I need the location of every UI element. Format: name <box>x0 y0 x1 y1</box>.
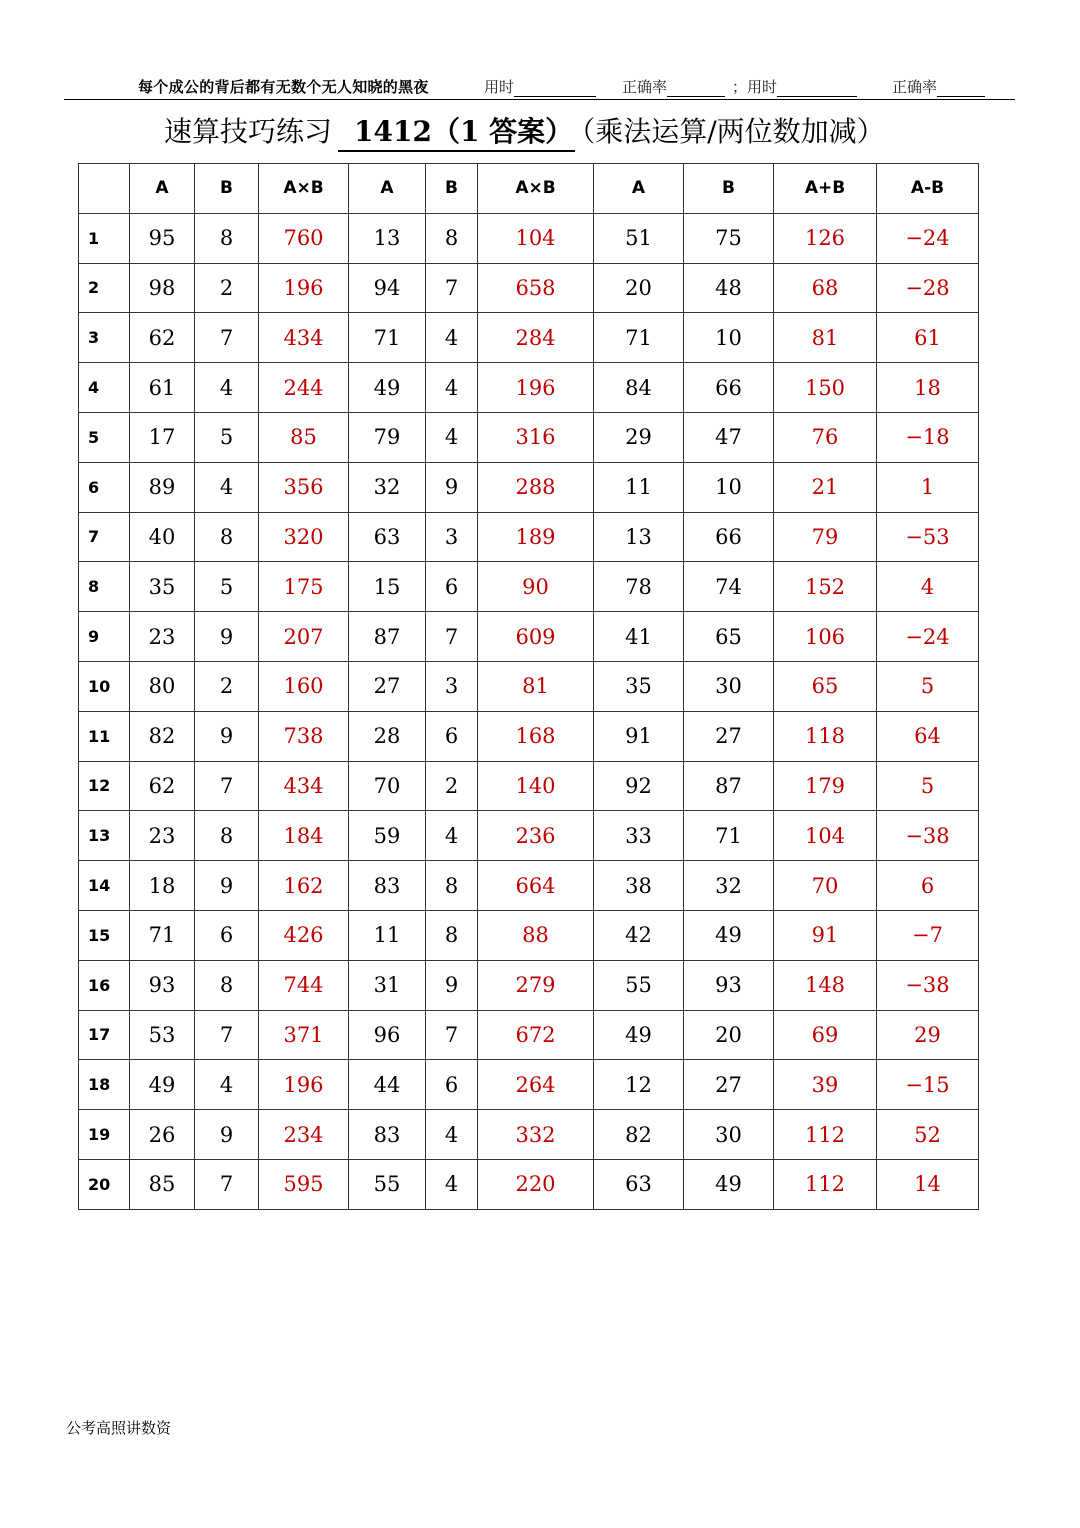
table-row <box>79 861 979 911</box>
row-number: 8 <box>79 562 130 612</box>
table-row <box>79 1060 979 1110</box>
row-number: 13 <box>79 811 130 861</box>
operand-cell: 5 <box>195 412 259 462</box>
operand-cell: 84 <box>594 363 684 413</box>
operand-cell: 5 <box>195 562 259 612</box>
accuracy-blank-2 <box>937 80 985 97</box>
accuracy-label-1: 正确率 <box>622 78 668 96</box>
answer-cell: 21 <box>774 462 877 512</box>
answer-cell: 179 <box>774 761 877 811</box>
table-row <box>79 1010 979 1060</box>
operand-cell: 6 <box>426 1060 478 1110</box>
operand-cell: 35 <box>594 661 684 711</box>
operand-cell: 82 <box>594 1110 684 1160</box>
operand-cell: 6 <box>426 711 478 761</box>
table-row <box>79 213 979 263</box>
operand-cell: 8 <box>426 910 478 960</box>
answer-cell: 220 <box>478 1159 594 1209</box>
operand-cell: 71 <box>349 313 426 363</box>
column-header: A <box>594 164 684 214</box>
footer-text: 公考高照讲数资 <box>66 1419 172 1437</box>
answer-cell: 196 <box>478 363 594 413</box>
operand-cell: 71 <box>130 910 195 960</box>
operand-cell: 87 <box>349 612 426 662</box>
answer-cell: 658 <box>478 263 594 313</box>
accuracy-label-2: 正确率 <box>892 78 938 96</box>
answer-cell: 69 <box>774 1010 877 1060</box>
operand-cell: 10 <box>684 462 774 512</box>
operand-cell: 9 <box>195 612 259 662</box>
operand-cell: 75 <box>684 213 774 263</box>
time-label-1: 用时 <box>484 78 515 96</box>
operand-cell: 63 <box>349 512 426 562</box>
answer-cell: 316 <box>478 412 594 462</box>
answer-cell: 196 <box>259 1060 349 1110</box>
title-suffix: （乘法运算/两位数加减） <box>581 115 885 148</box>
operand-cell: 35 <box>130 562 195 612</box>
answer-cell: 664 <box>478 861 594 911</box>
answer-cell: 18 <box>877 363 979 413</box>
answer-cell: −53 <box>877 512 979 562</box>
operand-cell: 4 <box>426 363 478 413</box>
answer-cell: 79 <box>774 512 877 562</box>
row-number: 16 <box>79 960 130 1010</box>
time-label-2: 用时 <box>747 78 778 96</box>
table-row <box>79 711 979 761</box>
answer-cell: 118 <box>774 711 877 761</box>
answer-cell: 356 <box>259 462 349 512</box>
operand-cell: 8 <box>195 512 259 562</box>
operand-cell: 4 <box>426 313 478 363</box>
operand-cell: 6 <box>426 562 478 612</box>
operand-cell: 4 <box>426 1110 478 1160</box>
operand-cell: 95 <box>130 213 195 263</box>
answer-cell: 68 <box>774 263 877 313</box>
operand-cell: 78 <box>594 562 684 612</box>
table-row <box>79 512 979 562</box>
operand-cell: 8 <box>195 213 259 263</box>
answer-cell: 88 <box>478 910 594 960</box>
answer-cell: 175 <box>259 562 349 612</box>
operand-cell: 62 <box>130 313 195 363</box>
row-number: 6 <box>79 462 130 512</box>
time-blank-1 <box>514 80 596 97</box>
table-row <box>79 462 979 512</box>
answer-cell: −24 <box>877 213 979 263</box>
answer-cell: 90 <box>478 562 594 612</box>
answer-cell: 126 <box>774 213 877 263</box>
answer-cell: 189 <box>478 512 594 562</box>
table-row <box>79 910 979 960</box>
answer-cell: −38 <box>877 960 979 1010</box>
answer-cell: 234 <box>259 1110 349 1160</box>
operand-cell: 7 <box>426 1010 478 1060</box>
operand-cell: 7 <box>195 761 259 811</box>
operand-cell: 7 <box>426 612 478 662</box>
operand-cell: 7 <box>195 1010 259 1060</box>
answer-cell: −28 <box>877 263 979 313</box>
answer-cell: 160 <box>259 661 349 711</box>
row-number: 5 <box>79 412 130 462</box>
column-header: A+B <box>774 164 877 214</box>
operand-cell: 31 <box>349 960 426 1010</box>
operand-cell: 4 <box>426 412 478 462</box>
row-number: 20 <box>79 1159 130 1209</box>
answer-cell: 595 <box>259 1159 349 1209</box>
answer-cell: 64 <box>877 711 979 761</box>
answer-cell: −7 <box>877 910 979 960</box>
answer-cell: 61 <box>877 313 979 363</box>
answer-cell: 244 <box>259 363 349 413</box>
answer-cell: 288 <box>478 462 594 512</box>
answer-cell: 150 <box>774 363 877 413</box>
operand-cell: 4 <box>195 1060 259 1110</box>
operand-cell: 49 <box>594 1010 684 1060</box>
operand-cell: 87 <box>684 761 774 811</box>
operand-cell: 33 <box>594 811 684 861</box>
answer-cell: 434 <box>259 313 349 363</box>
answer-cell: 371 <box>259 1010 349 1060</box>
operand-cell: 9 <box>195 861 259 911</box>
operand-cell: 11 <box>594 462 684 512</box>
answer-cell: 70 <box>774 861 877 911</box>
answer-cell: 91 <box>774 910 877 960</box>
row-number: 10 <box>79 661 130 711</box>
answer-cell: 284 <box>478 313 594 363</box>
operand-cell: 62 <box>130 761 195 811</box>
time-blank-2 <box>777 80 857 97</box>
operand-cell: 26 <box>130 1110 195 1160</box>
operand-cell: 93 <box>130 960 195 1010</box>
table-row <box>79 313 979 363</box>
accuracy-field-1 <box>622 76 725 97</box>
answer-cell: 264 <box>478 1060 594 1110</box>
operand-cell: 48 <box>684 263 774 313</box>
answer-cell: 672 <box>478 1010 594 1060</box>
table-row <box>79 960 979 1010</box>
operand-cell: 2 <box>195 661 259 711</box>
row-number: 19 <box>79 1110 130 1160</box>
answer-cell: 81 <box>478 661 594 711</box>
answer-cell: 162 <box>259 861 349 911</box>
row-number: 7 <box>79 512 130 562</box>
operand-cell: 10 <box>684 313 774 363</box>
column-header <box>79 164 130 214</box>
row-number: 12 <box>79 761 130 811</box>
column-header: A×B <box>478 164 594 214</box>
operand-cell: 20 <box>684 1010 774 1060</box>
operand-cell: 85 <box>130 1159 195 1209</box>
operand-cell: 53 <box>130 1010 195 1060</box>
operand-cell: 7 <box>195 1159 259 1209</box>
answer-cell: 5 <box>877 661 979 711</box>
answer-cell: 52 <box>877 1110 979 1160</box>
table-row <box>79 811 979 861</box>
operand-cell: 93 <box>684 960 774 1010</box>
operand-cell: 4 <box>426 1159 478 1209</box>
answer-cell: 609 <box>478 612 594 662</box>
table-row <box>79 612 979 662</box>
answer-cell: 332 <box>478 1110 594 1160</box>
answer-cell: 4 <box>877 562 979 612</box>
answer-cell: 106 <box>774 612 877 662</box>
operand-cell: 80 <box>130 661 195 711</box>
answer-cell: 65 <box>774 661 877 711</box>
table-row <box>79 1159 979 1209</box>
title-code: 1412（1 答案） <box>338 115 575 152</box>
operand-cell: 40 <box>130 512 195 562</box>
operand-cell: 9 <box>426 462 478 512</box>
operand-cell: 13 <box>594 512 684 562</box>
operand-cell: 55 <box>594 960 684 1010</box>
column-header: A×B <box>259 164 349 214</box>
operand-cell: 27 <box>684 711 774 761</box>
operand-cell: 92 <box>594 761 684 811</box>
operand-cell: 27 <box>349 661 426 711</box>
answer-cell: 14 <box>877 1159 979 1209</box>
operand-cell: 89 <box>130 462 195 512</box>
operand-cell: 32 <box>684 861 774 911</box>
operand-cell: 18 <box>130 861 195 911</box>
operand-cell: 23 <box>130 612 195 662</box>
operand-cell: 15 <box>349 562 426 612</box>
answer-cell: 104 <box>478 213 594 263</box>
table-row <box>79 661 979 711</box>
column-header: B <box>195 164 259 214</box>
operand-cell: 66 <box>684 363 774 413</box>
table-row <box>79 363 979 413</box>
answer-cell: 744 <box>259 960 349 1010</box>
operand-cell: 71 <box>594 313 684 363</box>
answer-cell: 320 <box>259 512 349 562</box>
answer-cell: 140 <box>478 761 594 811</box>
row-number: 9 <box>79 612 130 662</box>
answer-cell: 29 <box>877 1010 979 1060</box>
operand-cell: 49 <box>130 1060 195 1110</box>
practice-table <box>78 163 979 1210</box>
answer-cell: 39 <box>774 1060 877 1110</box>
operand-cell: 74 <box>684 562 774 612</box>
time-field-2 <box>732 76 857 97</box>
operand-cell: 47 <box>684 412 774 462</box>
operand-cell: 27 <box>684 1060 774 1110</box>
operand-cell: 98 <box>130 263 195 313</box>
operand-cell: 3 <box>426 512 478 562</box>
row-number: 2 <box>79 263 130 313</box>
column-header: B <box>426 164 478 214</box>
operand-cell: 71 <box>684 811 774 861</box>
answer-cell: 426 <box>259 910 349 960</box>
operand-cell: 7 <box>426 263 478 313</box>
answer-cell: 6 <box>877 861 979 911</box>
operand-cell: 7 <box>195 313 259 363</box>
operand-cell: 70 <box>349 761 426 811</box>
answer-cell: 279 <box>478 960 594 1010</box>
column-header: A-B <box>877 164 979 214</box>
operand-cell: 94 <box>349 263 426 313</box>
separator: ； <box>732 78 748 96</box>
answer-cell: 1 <box>877 462 979 512</box>
operand-cell: 4 <box>195 363 259 413</box>
operand-cell: 6 <box>195 910 259 960</box>
operand-cell: 12 <box>594 1060 684 1110</box>
operand-cell: 44 <box>349 1060 426 1110</box>
answer-cell: 738 <box>259 711 349 761</box>
operand-cell: 9 <box>195 1110 259 1160</box>
operand-cell: 9 <box>195 711 259 761</box>
page-title <box>164 110 885 150</box>
answer-cell: 112 <box>774 1110 877 1160</box>
operand-cell: 8 <box>426 213 478 263</box>
operand-cell: 4 <box>195 462 259 512</box>
operand-cell: 65 <box>684 612 774 662</box>
answer-cell: −18 <box>877 412 979 462</box>
row-number: 4 <box>79 363 130 413</box>
answer-cell: 112 <box>774 1159 877 1209</box>
answer-cell: 236 <box>478 811 594 861</box>
operand-cell: 91 <box>594 711 684 761</box>
accuracy-blank-1 <box>667 80 725 97</box>
answer-cell: 5 <box>877 761 979 811</box>
operand-cell: 20 <box>594 263 684 313</box>
column-header: A <box>130 164 195 214</box>
operand-cell: 49 <box>684 910 774 960</box>
time-field-1 <box>484 76 596 97</box>
operand-cell: 8 <box>195 811 259 861</box>
answer-cell: 434 <box>259 761 349 811</box>
operand-cell: 79 <box>349 412 426 462</box>
operand-cell: 42 <box>594 910 684 960</box>
row-number: 1 <box>79 213 130 263</box>
operand-cell: 96 <box>349 1010 426 1060</box>
operand-cell: 82 <box>130 711 195 761</box>
operand-cell: 83 <box>349 1110 426 1160</box>
answer-cell: 168 <box>478 711 594 761</box>
operand-cell: 29 <box>594 412 684 462</box>
operand-cell: 8 <box>426 861 478 911</box>
operand-cell: 3 <box>426 661 478 711</box>
operand-cell: 2 <box>426 761 478 811</box>
operand-cell: 41 <box>594 612 684 662</box>
operand-cell: 9 <box>426 960 478 1010</box>
operand-cell: 28 <box>349 711 426 761</box>
operand-cell: 59 <box>349 811 426 861</box>
operand-cell: 66 <box>684 512 774 562</box>
operand-cell: 51 <box>594 213 684 263</box>
answer-cell: 207 <box>259 612 349 662</box>
row-number: 17 <box>79 1010 130 1060</box>
table-header-row <box>79 164 979 214</box>
answer-cell: 196 <box>259 263 349 313</box>
row-number: 14 <box>79 861 130 911</box>
row-number: 11 <box>79 711 130 761</box>
motto: 每个成公的背后都有无数个无人知晓的黑夜 <box>138 78 429 96</box>
row-number: 18 <box>79 1060 130 1110</box>
table-row <box>79 562 979 612</box>
operand-cell: 32 <box>349 462 426 512</box>
table-row <box>79 1110 979 1160</box>
column-header: A <box>349 164 426 214</box>
answer-cell: −15 <box>877 1060 979 1110</box>
operand-cell: 17 <box>130 412 195 462</box>
operand-cell: 30 <box>684 661 774 711</box>
operand-cell: 23 <box>130 811 195 861</box>
operand-cell: 83 <box>349 861 426 911</box>
title-prefix: 速算技巧练习 <box>164 115 333 148</box>
operand-cell: 55 <box>349 1159 426 1209</box>
operand-cell: 49 <box>349 363 426 413</box>
table-row <box>79 761 979 811</box>
operand-cell: 11 <box>349 910 426 960</box>
operand-cell: 49 <box>684 1159 774 1209</box>
answer-cell: 76 <box>774 412 877 462</box>
answer-cell: 85 <box>259 412 349 462</box>
table-body <box>79 213 979 1209</box>
operand-cell: 30 <box>684 1110 774 1160</box>
answer-cell: 81 <box>774 313 877 363</box>
answer-cell: 152 <box>774 562 877 612</box>
table-row <box>79 263 979 313</box>
row-number: 3 <box>79 313 130 363</box>
answer-cell: −24 <box>877 612 979 662</box>
operand-cell: 38 <box>594 861 684 911</box>
column-header: B <box>684 164 774 214</box>
operand-cell: 4 <box>426 811 478 861</box>
operand-cell: 13 <box>349 213 426 263</box>
operand-cell: 63 <box>594 1159 684 1209</box>
operand-cell: 8 <box>195 960 259 1010</box>
accuracy-field-2 <box>892 76 985 97</box>
operand-cell: 2 <box>195 263 259 313</box>
answer-cell: 184 <box>259 811 349 861</box>
answer-cell: 104 <box>774 811 877 861</box>
row-number: 15 <box>79 910 130 960</box>
table-row <box>79 412 979 462</box>
answer-cell: 148 <box>774 960 877 1010</box>
header-divider <box>64 99 1015 100</box>
answer-cell: 760 <box>259 213 349 263</box>
answer-cell: −38 <box>877 811 979 861</box>
operand-cell: 61 <box>130 363 195 413</box>
